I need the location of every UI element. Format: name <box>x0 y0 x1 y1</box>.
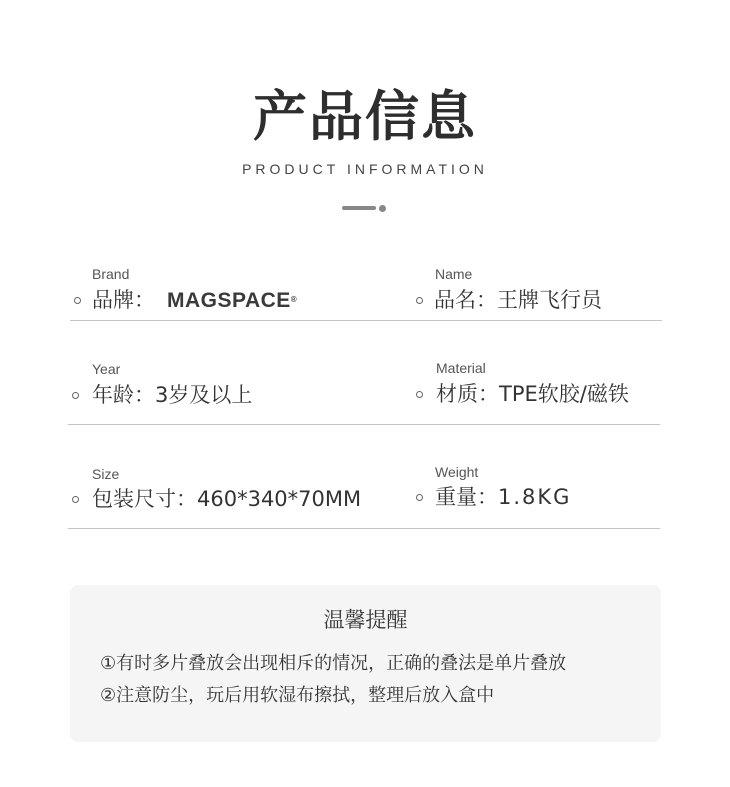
spec-brand <box>92 286 297 315</box>
spec-caption-weight: Weight <box>435 464 479 480</box>
page-subtitle: PRODUCT INFORMATION <box>242 161 488 177</box>
notice-line: ①有时多片叠放会出现相斥的情况，正确的叠法是单片叠放 <box>100 653 567 674</box>
bullet-icon <box>416 297 423 304</box>
spec-caption-name: Name <box>435 266 473 282</box>
spec-value-weight: 1.8KG <box>498 485 572 509</box>
row-divider <box>68 424 660 425</box>
spec-name <box>434 286 602 314</box>
spec-value-name: 王牌飞行员 <box>497 288 602 312</box>
divider-bar <box>342 206 376 210</box>
row-divider <box>70 320 662 321</box>
bullet-icon <box>74 297 81 304</box>
spec-label-brand: 品牌： <box>92 288 155 312</box>
divider-dot <box>379 205 386 212</box>
spec-label-material: 材质： <box>436 382 499 406</box>
bullet-icon <box>416 494 423 501</box>
spec-label-size: 包装尺寸： <box>92 487 197 511</box>
notice-title: 温馨提醒 <box>323 608 408 632</box>
spec-value-size: 460*340*70MM <box>197 487 362 511</box>
spec-label-year: 年龄： <box>92 383 155 407</box>
spec-caption-material: Material <box>436 360 486 376</box>
spec-label-weight: 重量： <box>435 485 498 509</box>
bullet-icon <box>72 496 79 503</box>
spec-label-name: 品名： <box>434 288 497 312</box>
spec-size <box>92 485 361 513</box>
spec-caption-year: Year <box>92 361 121 377</box>
registered-mark: ® <box>290 295 298 304</box>
spec-caption-size: Size <box>92 466 120 482</box>
spec-value-year: 3岁及以上 <box>155 383 253 407</box>
bullet-icon <box>72 392 79 399</box>
spec-value-material: TPE软胶/磁铁 <box>499 382 629 406</box>
spec-year <box>92 381 252 409</box>
brand-logo-text: MAGSPACE <box>167 289 291 312</box>
notice-line: ②注意防尘，玩后用软湿布擦拭，整理后放入盒中 <box>100 685 495 706</box>
spec-caption-brand: Brand <box>92 266 130 282</box>
bullet-icon <box>416 391 423 398</box>
page-title: 产品信息 <box>253 85 477 148</box>
spec-material <box>436 380 629 408</box>
row-divider <box>68 528 660 529</box>
spec-weight <box>435 483 571 511</box>
brand-logo <box>167 289 297 312</box>
notice-box <box>70 585 661 742</box>
